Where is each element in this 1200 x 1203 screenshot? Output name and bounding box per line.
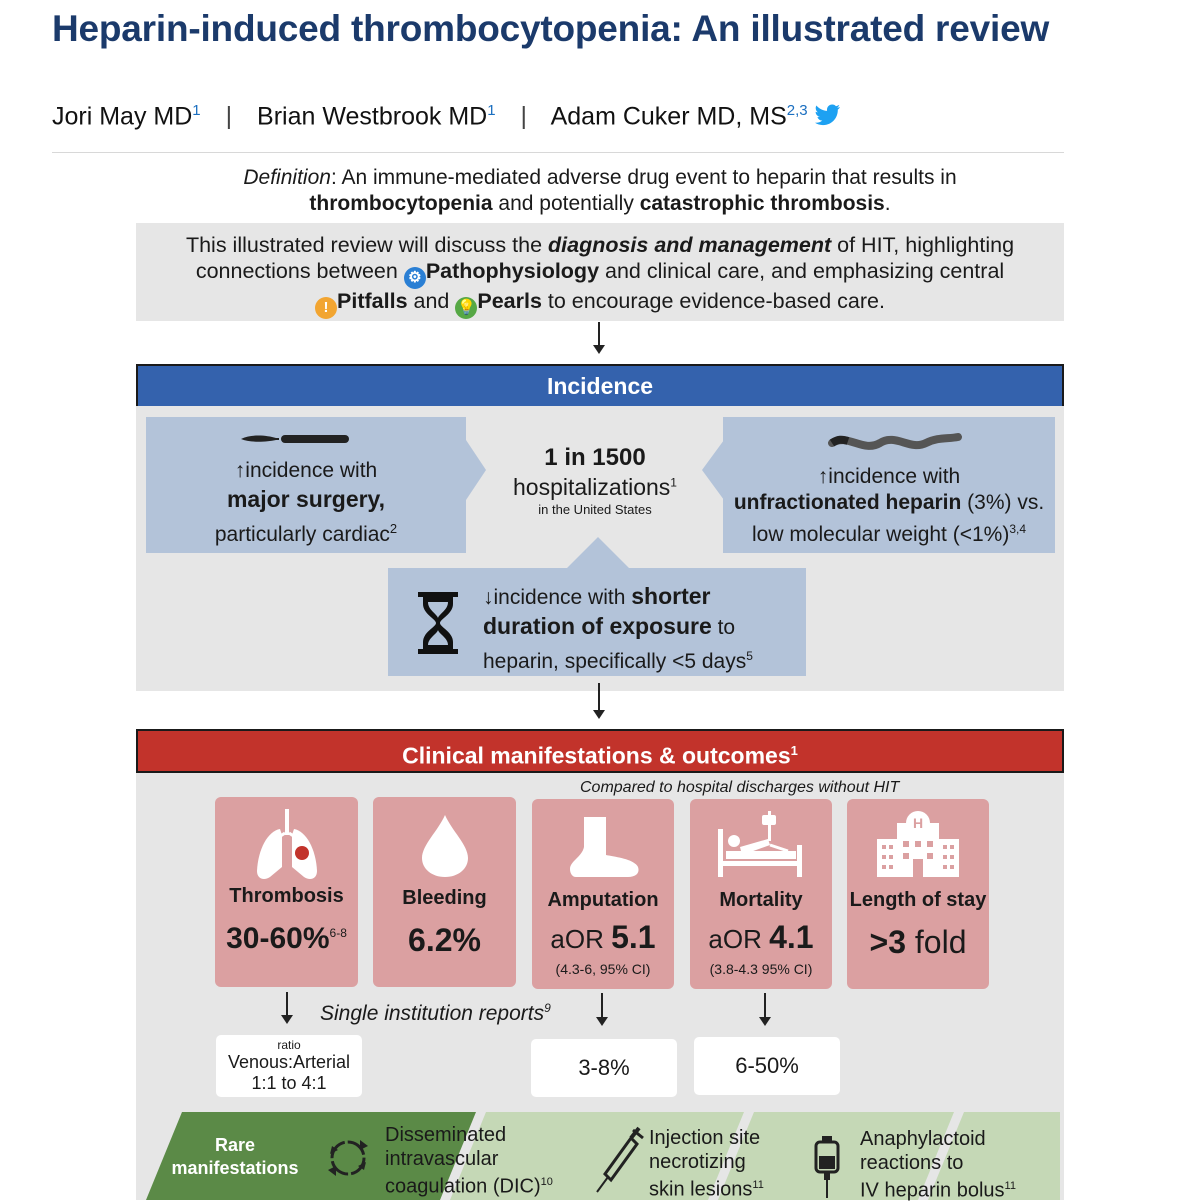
- heparin-ref: 3,4: [1009, 522, 1027, 536]
- incidence-banner: Incidence: [136, 364, 1064, 408]
- single-institution-ref: 9: [544, 1001, 551, 1015]
- clinical-banner-title: Clinical manifestations & outcomes: [402, 742, 791, 769]
- card-title: Amputation: [547, 889, 659, 911]
- thrombosis-card: [215, 797, 358, 987]
- flow-arrow-line: [598, 683, 600, 711]
- duration-line: heparin, specifically <5 days: [483, 650, 747, 673]
- incidence-center: [480, 444, 710, 517]
- definition-part: : An immune-mediated adverse drug event to heparin that results in: [330, 166, 957, 189]
- flow-arrow-head: [596, 1017, 608, 1026]
- hourglass-icon: [418, 592, 458, 654]
- intro-text: [136, 233, 1064, 319]
- duration-bold: duration of exposure: [483, 613, 712, 639]
- duration-line: to: [711, 616, 736, 639]
- iv-bag-icon: [812, 1136, 842, 1198]
- heparin-tube-icon: [828, 429, 963, 455]
- lightbulb-icon: 💡: [455, 297, 477, 319]
- rare-item-dic: [385, 1124, 553, 1199]
- intro-part: and: [407, 288, 456, 313]
- surgery-line: ↑incidence with: [234, 459, 378, 482]
- intro-part: of HIT, highlighting: [831, 233, 1015, 257]
- rare-item-ref: 11: [1004, 1180, 1016, 1192]
- incidence-ref: 1: [670, 475, 677, 490]
- flow-arrow-head: [593, 345, 605, 354]
- author-name: Brian Westbrook MD: [257, 102, 488, 131]
- gear-icon: ⚙: [404, 267, 426, 289]
- card-value: 30-60%: [226, 922, 330, 955]
- flow-arrow-head: [593, 710, 605, 719]
- duration-line: ↓incidence with: [483, 586, 632, 609]
- intro-emphasis: diagnosis and management: [548, 233, 832, 257]
- heparin-line: (3%) vs.: [961, 491, 1045, 514]
- definition-text: [136, 165, 1064, 217]
- syringe-icon: [595, 1124, 645, 1194]
- clinical-banner-ref: 1: [790, 743, 798, 758]
- pointer-up: [565, 537, 631, 570]
- flow-arrow-line: [598, 322, 600, 347]
- flow-arrow-line: [601, 993, 603, 1018]
- warning-icon: !: [315, 297, 337, 319]
- circular-arrows-icon: [326, 1132, 370, 1184]
- surgery-bold: major surgery: [226, 486, 379, 512]
- bleeding-card: [373, 797, 516, 987]
- duration-bold: shorter: [631, 583, 711, 609]
- incidence-location: in the United States: [538, 502, 652, 517]
- author-affiliation: 1: [487, 102, 496, 119]
- ratio-box: [216, 1035, 362, 1097]
- heparin-bold: unfractionated heparin: [733, 491, 962, 514]
- heparin-line: ↑incidence with: [817, 465, 961, 488]
- author-affiliation: 2,3: [786, 102, 808, 119]
- hospital-icon: [877, 811, 959, 877]
- card-title: Bleeding: [402, 887, 487, 909]
- rare-item-line: coagulation (DIC): [385, 1175, 541, 1198]
- rare-item-line: IV heparin bolus: [860, 1179, 1005, 1202]
- card-ref: 6-8: [329, 926, 347, 940]
- card-ci: (4.3-6, 95% CI): [555, 961, 651, 977]
- ratio-line: 1:1 to 4:1: [251, 1073, 327, 1093]
- hospital-bed-icon: [718, 811, 802, 877]
- intro-part: and clinical care, and emphasizing central: [599, 258, 1005, 283]
- surgery-line: particularly cardiac: [214, 523, 390, 546]
- pathophysiology-label: Pathophysiology: [425, 258, 600, 283]
- mortality-card: [690, 799, 832, 989]
- paper-title: Heparin-induced thrombocytopenia: An illustrated review: [52, 8, 1050, 49]
- card-prefix: aOR: [708, 924, 770, 954]
- rare-item-line: Anaphylactoid: [860, 1128, 986, 1150]
- duration-box: [388, 568, 806, 676]
- intro-part: to encourage evidence-based care.: [541, 288, 885, 313]
- intro-part: connections between: [195, 258, 404, 283]
- card-ci: (3.8-4.3 95% CI): [709, 961, 813, 977]
- definition-bold: thrombocytopenia: [309, 192, 493, 215]
- incidence-rate: 1 in 1500: [544, 444, 646, 471]
- card-suffix: fold: [906, 924, 967, 960]
- rare-item-ref: 10: [540, 1176, 553, 1188]
- rare-item-line: necrotizing: [649, 1150, 746, 1173]
- length-of-stay-card: [847, 799, 989, 989]
- intro-part: This illustrated review will discuss the: [185, 233, 549, 257]
- ratio-line: Venous:Arterial: [227, 1052, 351, 1072]
- scalpel-icon: [241, 432, 351, 446]
- author-name: Jori May MD: [52, 102, 193, 131]
- heparin-box: [723, 417, 1055, 553]
- rare-item-anaphylactoid: [860, 1128, 1016, 1203]
- ratio-label: ratio: [277, 1038, 301, 1052]
- rare-item-line: skin lesions: [649, 1178, 753, 1201]
- pitfalls-label: Pitfalls: [337, 288, 408, 313]
- author-separator: |: [520, 102, 528, 131]
- heparin-line: low molecular weight (<1%): [751, 523, 1010, 546]
- rare-label: [160, 1134, 310, 1180]
- definition-bold: catastrophic thrombosis: [639, 192, 885, 215]
- surgery-comma: ,: [378, 486, 386, 512]
- drop-icon: [422, 815, 468, 877]
- card-title: Thrombosis: [229, 885, 344, 907]
- rare-label-line: manifestations: [171, 1158, 299, 1178]
- lungs-icon: [254, 809, 320, 883]
- card-value: 5.1: [611, 919, 656, 955]
- author-list: [52, 102, 841, 131]
- pearls-label: Pearls: [477, 288, 542, 313]
- author-separator: |: [225, 102, 233, 131]
- twitter-bird-icon: [815, 104, 841, 126]
- flow-arrow-line: [286, 992, 288, 1016]
- card-value: >3: [869, 924, 906, 960]
- clinical-banner: [136, 729, 1064, 773]
- flow-arrow-head: [759, 1017, 771, 1026]
- single-institution-label: Single institution reports: [320, 1002, 545, 1025]
- duration-ref: 5: [746, 649, 753, 663]
- intro-box: [136, 223, 1064, 321]
- amputation-card: [532, 799, 674, 989]
- card-value: 6.2%: [408, 922, 481, 958]
- surgery-box: [146, 417, 466, 553]
- rare-label-line: Rare: [214, 1135, 256, 1155]
- rare-item-line: Injection site: [649, 1127, 761, 1149]
- author-affiliation: 1: [192, 102, 201, 119]
- svg-text:H: H: [912, 815, 924, 831]
- flow-arrow-line: [764, 993, 766, 1018]
- rare-item-ref: 11: [752, 1179, 764, 1191]
- single-institution-note: [320, 1001, 551, 1026]
- incidence-unit: hospitalizations: [513, 474, 671, 500]
- card-value: 4.1: [769, 919, 814, 955]
- card-title: Length of stay: [849, 889, 987, 911]
- rare-item-line: Disseminated: [385, 1124, 507, 1146]
- foot-icon: [568, 817, 640, 879]
- rare-item-line: reactions to: [860, 1151, 964, 1174]
- rare-item-injection: [649, 1127, 764, 1202]
- flow-arrow-head: [281, 1015, 293, 1024]
- comparison-note: Compared to hospital discharges without HIT: [580, 779, 900, 796]
- definition-part: .: [884, 192, 891, 215]
- rare-item-line: intravascular: [385, 1147, 499, 1170]
- amputation-range-box: 3-8%: [531, 1039, 677, 1097]
- definition-part: and potentially: [492, 192, 640, 215]
- author-name: Adam Cuker MD, MS: [550, 102, 787, 131]
- surgery-ref: 2: [389, 521, 398, 536]
- definition-label: Definition: [243, 166, 331, 189]
- card-title: Mortality: [719, 889, 803, 911]
- mortality-range-box: 6-50%: [694, 1037, 840, 1095]
- card-prefix: aOR: [550, 924, 612, 954]
- title-divider: [52, 152, 1064, 153]
